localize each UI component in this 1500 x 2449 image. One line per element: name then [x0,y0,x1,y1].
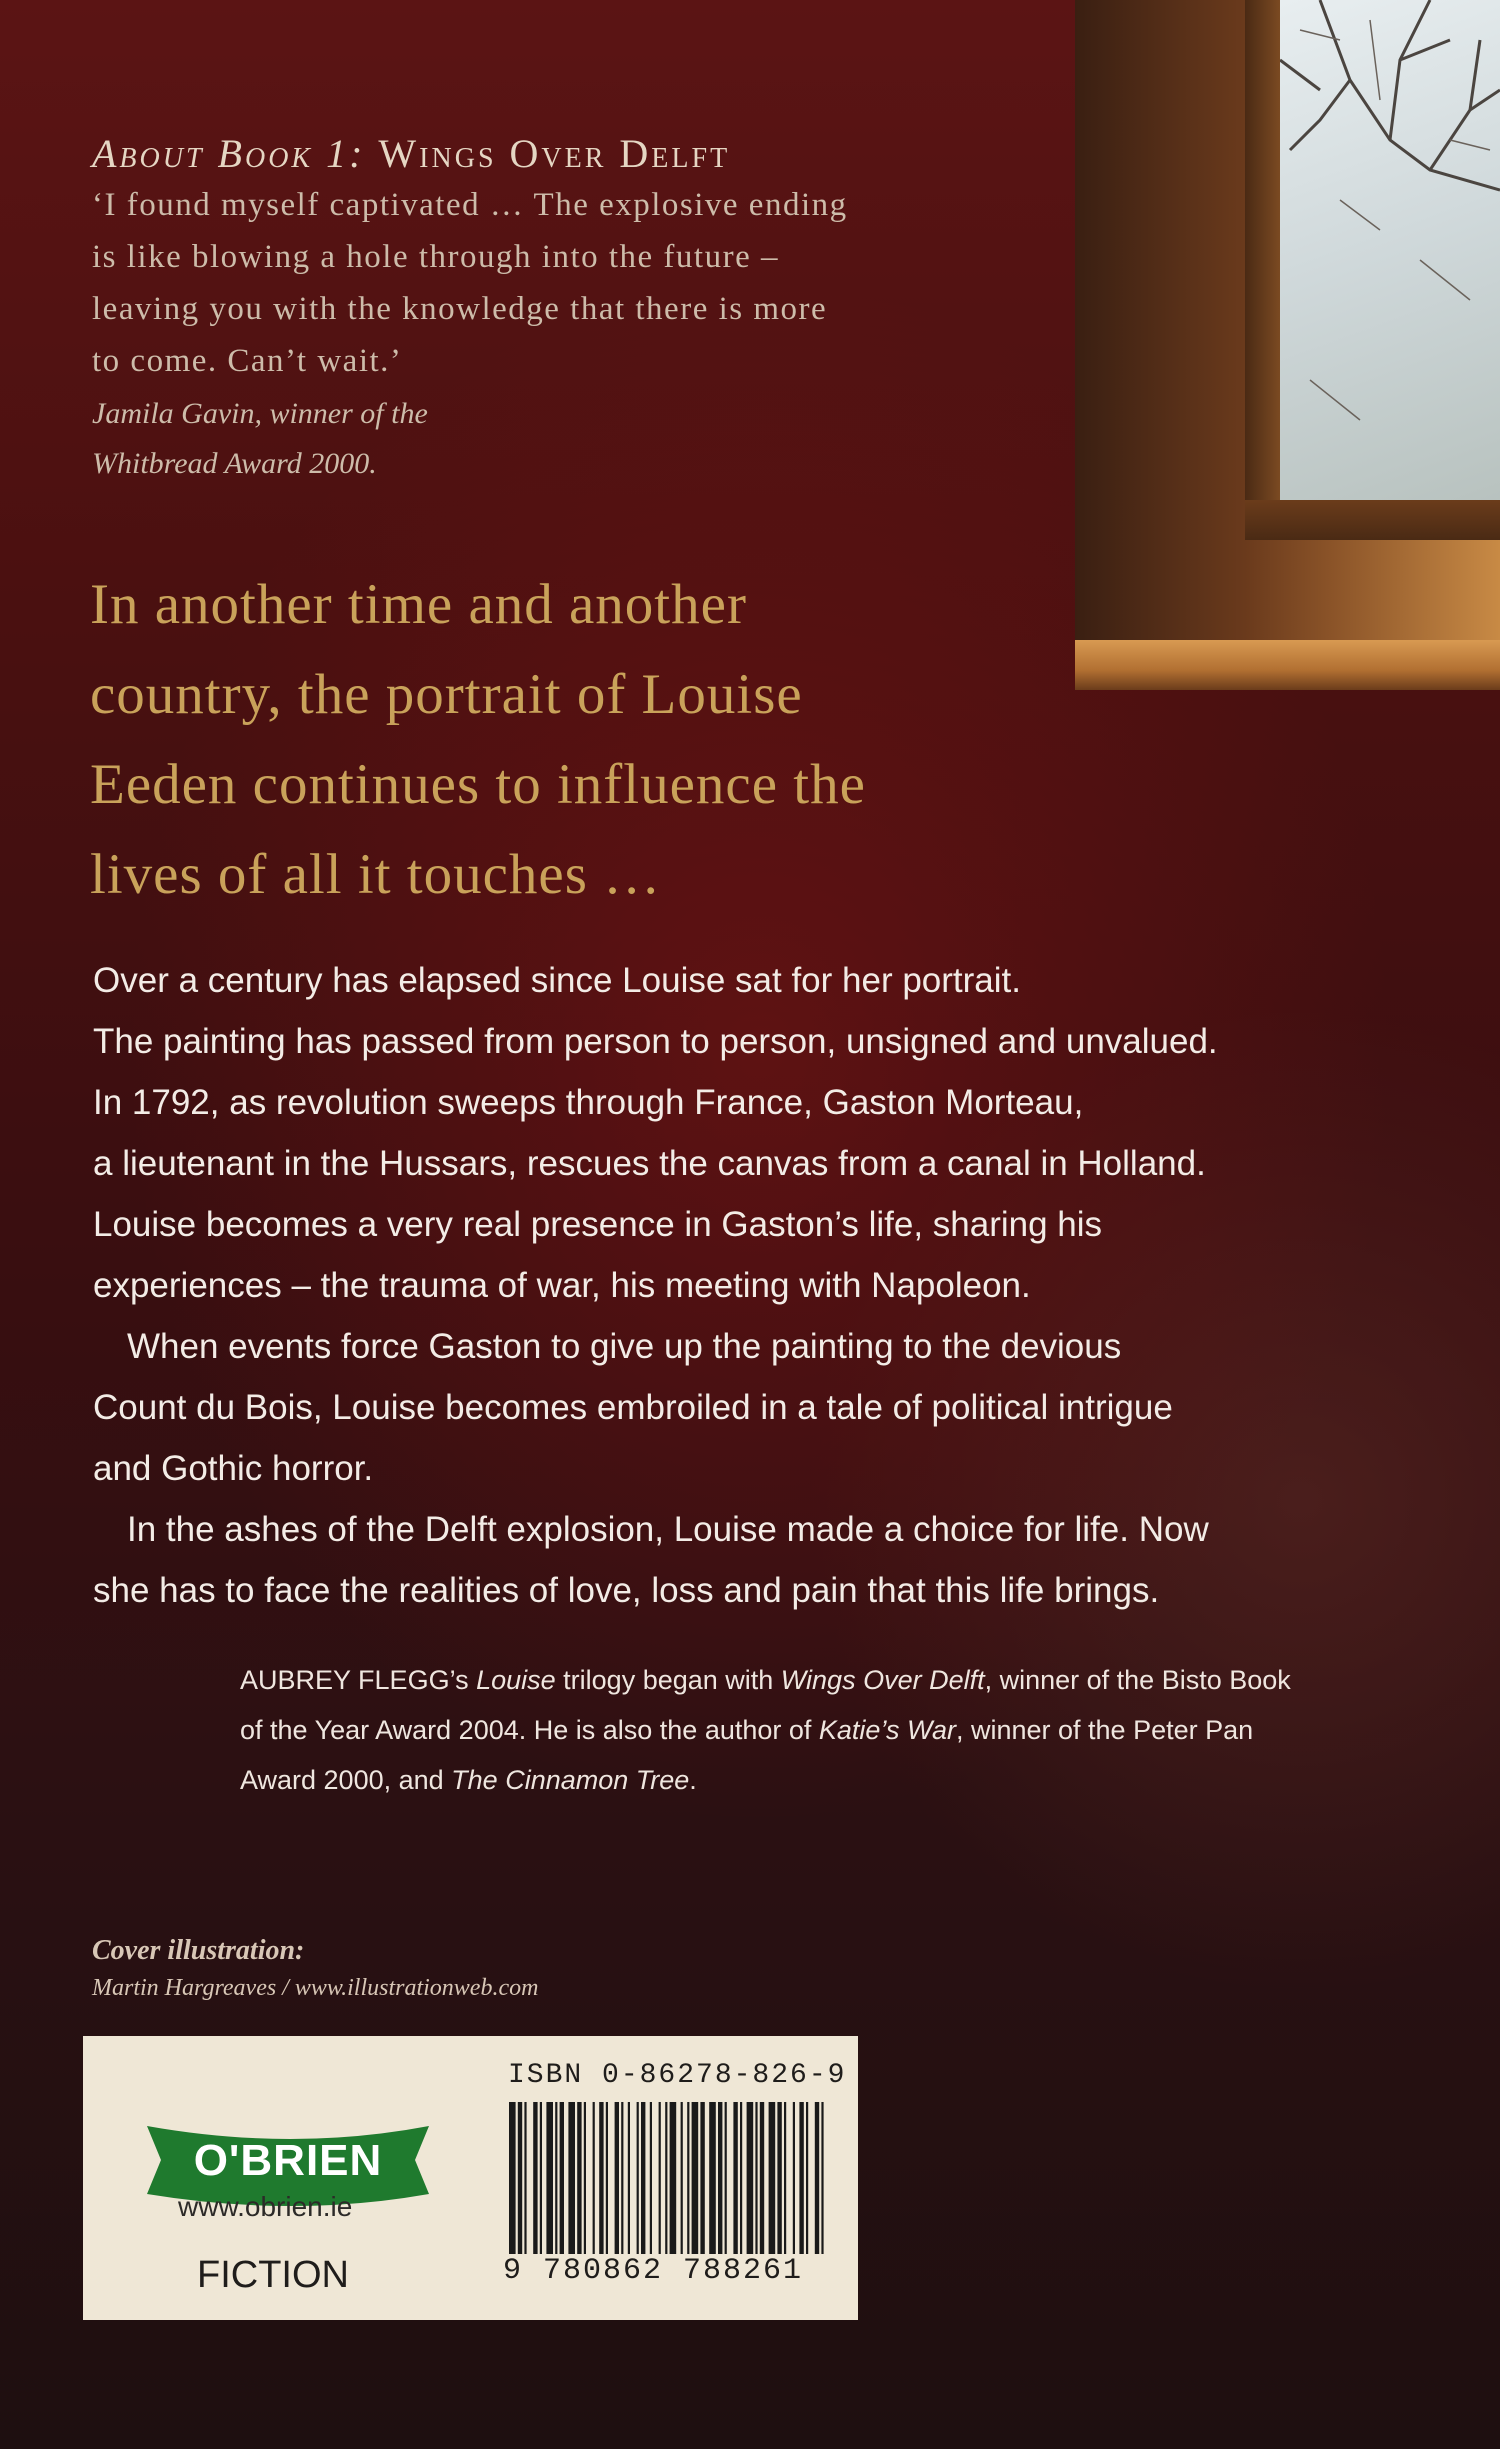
blurb-line: In 1792, as revolution sweeps through France, Gaston Morteau, [93,1083,1084,1122]
barcode-bar [769,2102,776,2257]
window-inner-frame [1245,0,1280,540]
barcode-panel [83,2036,858,2320]
blurb-paragraph-2 [93,1316,1333,1499]
barcode-bar [755,2102,757,2257]
barcode-bar [700,2102,704,2257]
barcode-bar [637,2102,639,2257]
barcode-bar [725,2102,727,2257]
barcode-bar [628,2102,630,2257]
author-note-title: Louise [476,1665,556,1695]
barcode-bar [615,2102,619,2257]
barcode-bar [692,2102,699,2257]
tagline-line: country, the portrait of Louise [90,663,803,726]
barcode-bar [641,2102,645,2257]
barcode-bar [593,2102,595,2257]
tree-branches-illustration [1280,0,1500,500]
about-heading [92,130,942,177]
blurb-line: The painting has passed from person to person, unsigned and unvalued. [93,1022,1218,1061]
review-attribution-line: Whitbread Award 2000. [92,447,377,480]
barcode-bar [665,2102,667,2257]
barcode-bar [509,2102,516,2257]
barcode-bar [650,2102,652,2257]
blurb-line: When events force Gaston to give up the painting to the devious [127,1327,1122,1366]
tagline-line: lives of all it touches … [90,843,662,906]
cover-credit-heading: Cover illustration: [92,1935,305,1966]
barcode-bar [687,2102,689,2257]
cover-credit [92,1932,792,2006]
author-note-text: , winner of the Bisto Book of the Year Award 2004. He is also the author of [240,1665,1291,1745]
blurb-paragraph-3 [93,1499,1333,1621]
barcode-bar [577,2102,581,2257]
author-note-title: Katie’s War [818,1715,956,1745]
barcode-bar [621,2102,623,2257]
barcode-bar [670,2102,677,2257]
review-attribution [92,389,942,489]
review-quote-line: leaving you with the knowledge that there is more [92,291,828,327]
barcode-bar [806,2102,808,2257]
window-sill [1075,640,1500,690]
barcode-bar [793,2102,795,2257]
about-book-1 [92,130,942,489]
barcode-bar [784,2102,786,2257]
author-note-title: The Cinnamon Tree [451,1765,690,1795]
blurb [93,950,1333,1621]
tagline [90,560,970,920]
author-note-text: , winner of the Peter Pan Award 2000, and [240,1715,1254,1795]
barcode-bar [747,2102,754,2257]
window-bottom-bar [1245,500,1500,540]
barcode-bar [815,2102,819,2257]
blurb-line: experiences – the trauma of war, his meeting with Napoleon. [93,1266,1031,1305]
blurb-line: Louise becomes a very real presence in Gaston’s life, sharing his [93,1205,1103,1244]
window-glass [1280,0,1500,500]
author-note-title: Wings Over Delft [780,1665,985,1695]
barcode-bar [546,2102,553,2257]
review-quote-line: ‘I found myself captivated … The explosive ending [92,187,848,223]
review-attribution-line: Jamila Gavin, winner of the [92,397,428,430]
barcode-bar [599,2102,603,2257]
isbn-text: ISBN 0-86278-826-9 [508,2060,847,2091]
tagline-line: In another time and another [90,573,747,636]
publisher-website: www.obrien.ie [178,2191,353,2222]
barcode-bar [709,2102,716,2257]
tagline-line: Eeden continues to influence the [90,753,866,816]
about-heading-title: Wings Over Delft [378,131,731,176]
barcode-digits: 9 780862 788261 [503,2254,833,2288]
barcode-bar [584,2102,586,2257]
blurb-line: In the ashes of the Delft explosion, Louise made a choice for life. Now [127,1510,1209,1549]
barcode-bar [533,2102,537,2257]
barcode-bar [733,2102,737,2257]
about-heading-label: About Book 1: [92,131,379,176]
barcode-bar [540,2102,542,2257]
barcode-bar [568,2102,575,2257]
barcode-bar [760,2102,764,2257]
barcode-bar [821,2102,823,2257]
barcode-bar [555,2102,557,2257]
barcode-bar [606,2102,608,2257]
barcode-bar [718,2102,722,2257]
review-quote-line: to come. Can’t wait.’ [92,343,403,379]
author-note-text: . [689,1765,697,1795]
review-quote-line: is like blowing a hole through into the future – [92,239,779,275]
barcode-bar [740,2102,742,2257]
barcode-bar [681,2102,683,2257]
barcode-bar [518,2102,522,2257]
barcode-bar [524,2102,526,2257]
blurb-paragraph-1 [93,950,1333,1316]
barcode-bar [659,2102,661,2257]
blurb-line: Count du Bois, Louise becomes embroiled in a tale of political intrigue [93,1388,1173,1427]
blurb-line: and Gothic horror. [93,1449,374,1488]
logo-text: O'BRIEN [193,2136,383,2185]
blurb-line: Over a century has elapsed since Louise sat for her portrait. [93,961,1021,1000]
category-label: FICTION [197,2254,349,2296]
review-quote [92,179,942,387]
blurb-line: she has to face the realities of love, loss and pain that this life brings. [93,1571,1160,1610]
blurb-line: a lieutenant in the Hussars, rescues the canvas from a canal in Holland. [93,1144,1206,1183]
author-note-text: trilogy began with [555,1665,781,1695]
barcode-bar [560,2102,564,2257]
cover-credit-value: Martin Hargreaves / www.illustrationweb.com [92,1975,539,2001]
barcode-bar [777,2102,781,2257]
author-note-text: AUBREY FLEGG’s [240,1665,477,1695]
barcode-bar [799,2102,803,2257]
author-note [240,1655,1320,1805]
